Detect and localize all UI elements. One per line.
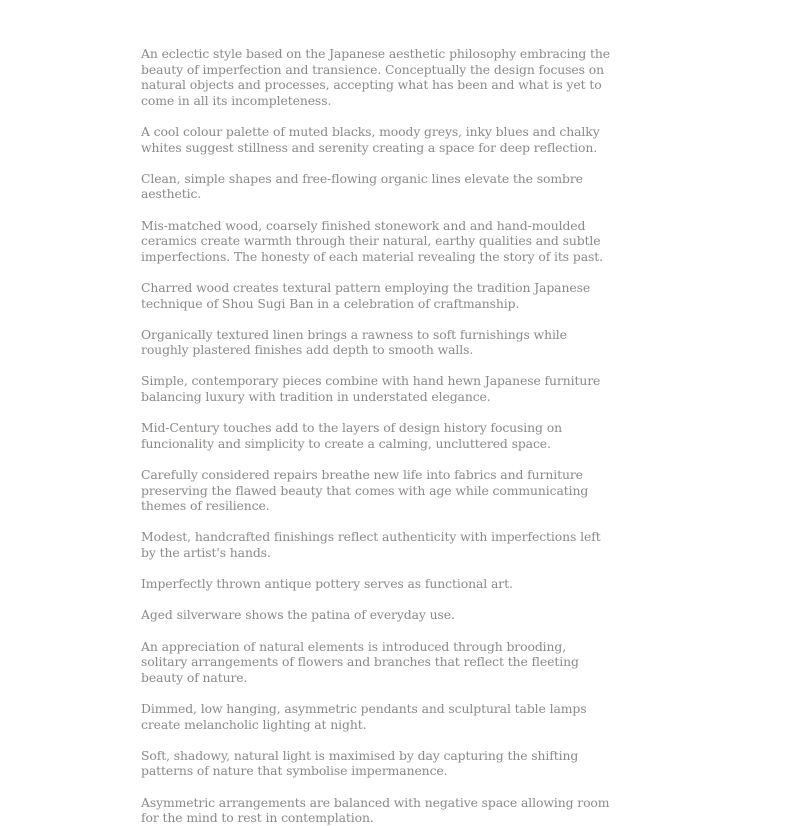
- paragraph-charred-wood: Charred wood creates textural pattern employing the tradition Japanese technique of Shou Sugi Ban in a celebration of craftmanship.: [141, 279, 591, 311]
- paragraph-natural-light: Soft, shadowy, natural light is maximised by day capturing the shifting patterns of nature that symbolise impermanence.: [141, 747, 579, 779]
- paragraph-materials: Mis-matched wood, coarsely finished stonework and and hand-moulded ceramics create warmth through their natural, earthy qualities and subtle imperfections. The honesty of each material revealing the story of its past.: [141, 217, 603, 264]
- paragraph-repairs: Carefully considered repairs breathe new life into fabrics and furniture preserving the flawed beauty that comes with age while communicating themes of resilience.: [141, 467, 589, 514]
- paragraph-silverware: Aged silverware shows the patina of everyday use.: [141, 607, 455, 623]
- paragraph-colour-palette: A cool colour palette of muted blacks, moody greys, inky blues and chalky whites suggest stillness and serenity creating a space for deep reflection.: [141, 123, 600, 155]
- paragraph-asymmetry: Asymmetric arrangements are balanced with negative space allowing room for the mind to rest in contemplation.: [141, 794, 610, 826]
- paragraph-furniture: Simple, contemporary pieces combine with hand hewn Japanese furniture balancing luxury with tradition in understated elegance.: [141, 373, 601, 405]
- paragraph-linen: Organically textured linen brings a rawness to soft furnishings while roughly plastered finishes add depth to smooth walls.: [141, 326, 567, 358]
- paragraph-shapes: Clean, simple shapes and free-flowing organic lines elevate the sombre aesthetic.: [141, 170, 583, 202]
- paragraph-lighting: Dimmed, low hanging, asymmetric pendants and sculptural table lamps create melancholic lighting at night.: [141, 700, 587, 732]
- paragraph-intro: An eclectic style based on the Japanese aesthetic philosophy embracing the beauty of imperfection and transience. Conceptually the design focuses on natural objects and processes, accepting what has been and what is yet to come in all its incompleteness.: [141, 46, 610, 108]
- paragraph-mid-century: Mid-Century touches add to the layers of design history focusing on funcionality and simplicity to create a calming, uncluttered space.: [141, 420, 562, 451]
- article-body: [141, 46, 611, 826]
- paragraph-pottery: Imperfectly thrown antique pottery serves as functional art.: [141, 576, 513, 592]
- paragraph-finishings: Modest, handcrafted finishings reflect authenticity with imperfections left by the artist's hands.: [141, 529, 601, 560]
- paragraph-natural-elements: An appreciation of natural elements is introduced through brooding, solitary arrangements of flowers and branches that reflect the fleeting beauty of nature.: [141, 638, 579, 685]
